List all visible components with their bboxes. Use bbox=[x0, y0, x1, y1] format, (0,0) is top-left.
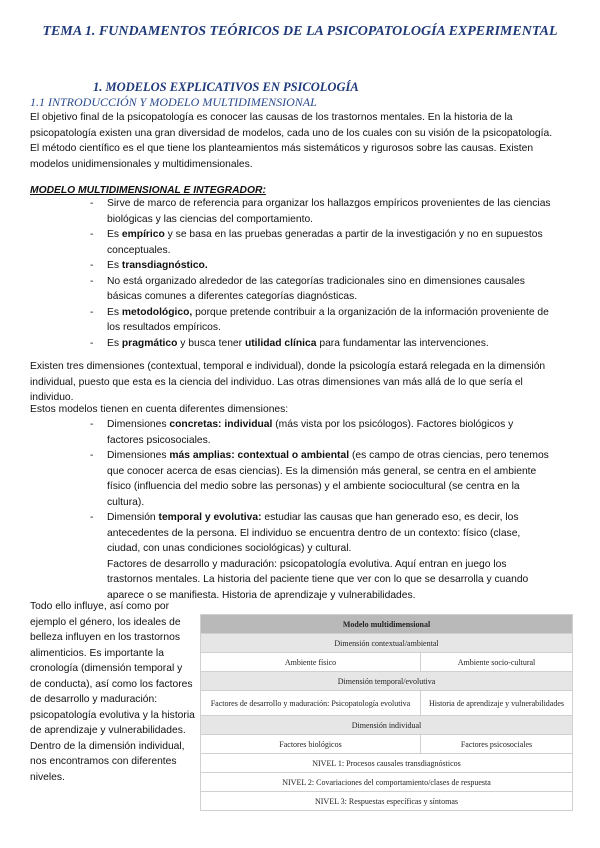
list-item: - Dimensiones más amplias: contextual o ambiental (es campo de otras ciencias, pero tenemos que conocer acerca de esas ciencias). Es la dimensión más general, se centra en el ambiente físico (influencia del medio sobre las personas) y el ambiente sociocultural (se centra en la cultura). bbox=[90, 450, 549, 508]
model-features-list bbox=[90, 196, 552, 351]
document-title: TEMA 1. FUNDAMENTOS TEÓRICOS DE LA PSICOPATOLOGÍA EXPERIMENTAL bbox=[42, 24, 558, 39]
table-cell: Factores biológicos bbox=[201, 735, 421, 754]
dimensions-list bbox=[90, 417, 552, 603]
intro-paragraph: El objetivo final de la psicopatología es conocer las causas de los trastornos mentales. En la historia de la psicopatología existen una gran diversidad de modelos, cada uno de los cuales con su visión de la psicopatología. El método científico es el que tiene los planteamientos más sistemáticos y rigurosos sobre las causas. Existen modelos unidimensionales y multidimensionales. bbox=[30, 112, 553, 170]
table-cell: Ambiente socio-cultural bbox=[420, 653, 572, 672]
table-header: Modelo multidimensional bbox=[201, 615, 573, 634]
list-item: - Es empírico y se basa en las pruebas generadas a partir de la investigación y no en supuestos conceptuales. bbox=[90, 229, 543, 256]
section-heading: 1. MODELOS EXPLICATIVOS EN PSICOLOGÍA bbox=[93, 80, 359, 94]
table-cell: Dimensión contextual/ambiental bbox=[201, 634, 573, 653]
table-cell: NIVEL 2: Covariaciones del comportamiento/clases de respuesta bbox=[201, 773, 573, 792]
list-item: - Dimensiones concretas: individual (más vista por los psicólogos). Factores biológicos y factores psicosociales. bbox=[90, 419, 514, 446]
table-cell: Historia de aprendizaje y vulnerabilidades bbox=[420, 691, 572, 716]
list-item: - No está organizado alrededor de las categorías tradicionales sino en dimensiones causales básicas comunes a diferentes categorías diagnósticas. bbox=[90, 275, 525, 302]
side-paragraph: Todo ello influye, así como por ejemplo el género, los ideales de belleza influyen en los trastornos alimenticios. Es importante la cronología (dimensión temporal y de conducta), así como los factores de desarrollo y maduración: psicopatología evolutiva y la historia de aprendizaje y vulnerabilidades. Dentro de la dimensión individual, nos encontramos con diferentes niveles. bbox=[30, 601, 195, 783]
table-cell: Factores psicosociales bbox=[420, 735, 572, 754]
table-cell: Factores de desarrollo y maduración: Psicopatología evolutiva bbox=[201, 691, 421, 716]
table-cell: Dimensión individual bbox=[201, 716, 573, 735]
list-item: - Es pragmático y busca tener utilidad clínica para fundamentar las intervenciones. bbox=[90, 337, 489, 349]
table-cell: Dimensión temporal/evolutiva bbox=[201, 672, 573, 691]
multidimensional-model-table bbox=[200, 614, 573, 811]
list-item: - Es metodológico, porque pretende contribuir a la organización de la información proveniente de los resultados empíricos. bbox=[90, 306, 549, 333]
list-item: - Es transdiagnóstico. bbox=[90, 260, 208, 271]
dimensions-lead: Estos modelos tienen en cuenta diferentes dimensiones: bbox=[30, 404, 289, 415]
dimensions-paragraph: Existen tres dimensiones (contextual, temporal e individual), donde la psicología estará relegada en la dimensión individual, puesto que esta es la ciencia del individuo. Las otras dimensiones van más allá de lo que sería el individuo. bbox=[30, 361, 546, 403]
subsection-heading: 1.1 INTRODUCCIÓN Y MODELO MULTIDIMENSIONAL bbox=[30, 95, 317, 109]
table-cell: Ambiente físico bbox=[201, 653, 421, 672]
list-item: - Dimensión temporal y evolutiva: estudiar las causas que han generado eso, es decir, los antecedentes de la persona. El individuo se encuentra dentro de un contexto: físico (clase, ciudad, con unas condiciones sociológicas) y cultural. Factores de desarrollo y maduración: psicopatología evolutiva. Aquí entran en juego los trastornos mentales. La historia del paciente tiene que ver con lo que se desarrolla y cuando aparece o se manifiesta. Historia de aprendizaje y vulnerabilidades. bbox=[90, 512, 529, 601]
model-heading: MODELO MULTIDIMENSIONAL E INTEGRADOR: bbox=[30, 185, 266, 196]
list-item: - Sirve de marco de referencia para organizar los hallazgos empíricos provenientes de las ciencias biológicas y las ciencias del comportamiento. bbox=[90, 198, 551, 225]
table-cell: NIVEL 3: Respuestas específicas y síntomas bbox=[201, 792, 573, 811]
table-cell: NIVEL 1: Procesos causales transdiagnósticos bbox=[201, 754, 573, 773]
